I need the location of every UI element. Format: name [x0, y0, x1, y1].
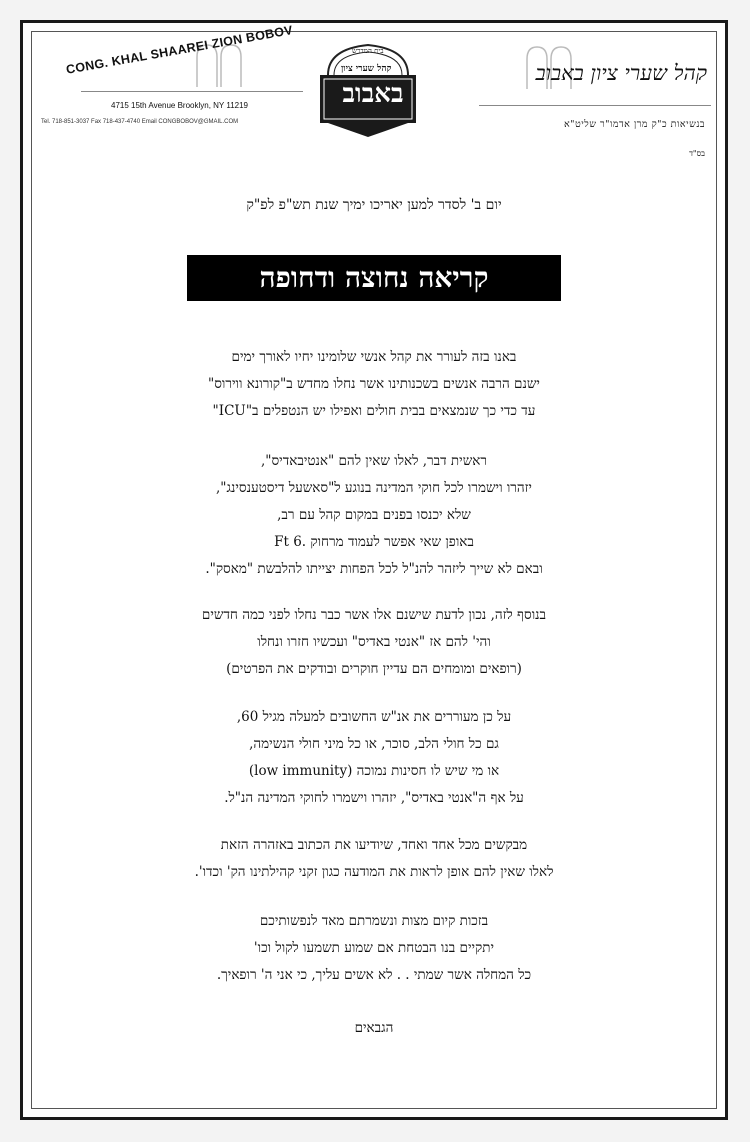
hebrew-org-name: קהל שערי ציון באבוב	[535, 61, 707, 85]
letterhead	[23, 23, 725, 133]
body-line: והי' להם אז "אנטי באדיס" ועכשיו חזרו ונחלו	[257, 634, 491, 650]
logo-top-text: בית המדרש	[352, 47, 384, 55]
logo-mid-text: קהל שערי ציון	[341, 64, 392, 74]
divider	[81, 91, 303, 92]
body-line: בזכות קיום מצות ונשמרתם מאד לנפשותיכם	[259, 913, 489, 929]
hebrew-subtitle: בנשיאות כ"ק מרן אדמו"ר שליט"א	[563, 119, 705, 130]
date-line: יום ב' לסדר למען יאריכו ימיך שנת תש"פ לפ"ק	[246, 197, 502, 213]
address: 4715 15th Avenue Brooklyn, NY 11219	[111, 101, 248, 110]
logo-main-text: באבוב	[342, 79, 404, 109]
signature: הגבאים	[354, 1020, 394, 1036]
body-line: ישנם הרבה אנשים בשכנותינו אשר נחלו מחדש ב"קורונא ווירוס"	[208, 376, 540, 392]
letterhead-english	[41, 23, 294, 133]
body-line: ראשית דבר, לאלו שאין להם "אנטיבאדיס",	[261, 453, 487, 469]
english-org-name: CONG. KHAL SHAAREI ZION BOBOV	[65, 23, 294, 77]
letterhead-hebrew	[461, 45, 711, 135]
body-line: לאלו שאין להם אופן לראות את המודעה כגון זקני קהילתינו הק' וכדו'.	[194, 864, 554, 880]
headline: קריאה נחוצה ודחופה	[187, 255, 561, 301]
body-line: עד כדי כך שנמצאים בבית חולים ואפילו יש הנטפלים ב"ICU"	[212, 403, 536, 419]
body-line: מבקשים מכל אחד ואחד, שיודיעו את הכתוב באזהרה הזאת	[220, 837, 528, 853]
page-frame	[20, 20, 728, 1120]
body-line: (רופאים ומומחים הם עדיין חוקרים ובודקים את הפרטים)	[226, 661, 522, 677]
contact-info: Tel. 718-851-3037 Fax 718-437-4740 Email CONGBOBOV@GMAIL.COM	[41, 119, 239, 125]
body-line: ובאם לא שייך ליזהר להנ"ל לכל הפחות יצייתו להלבשת "מאסק".	[205, 561, 543, 577]
body-line: יזהרו וישמרו לכל חוקי המדינה בנוגע ל"סאשעל דיסטענסינג",	[216, 480, 532, 496]
body-line: באופן שאי אפשר לעמוד מרחוק .6 Ft	[274, 534, 474, 550]
body-line: גם כל חולי הלב, סוכר, או כל מיני חולי הנשימה,	[249, 736, 499, 752]
body-line: שלא יכנסו בפנים במקום קהל עם רב,	[277, 507, 471, 523]
body-line: בנוסף לזה, נכון לדעת שישנם אלו אשר כבר נחלו לפני כמה חדשים	[201, 607, 547, 623]
body-line: יתקיים בנו הבטחת אם שמוע תשמעו לקול וכו'	[253, 940, 495, 956]
body-line: או מי שיש לו חסינות נמוכה (low immunity)	[248, 763, 500, 779]
body-line: על אף ה"אנטי באדיס", יזהרו וישמרו לחוקי המדינה הנ"ל.	[224, 790, 524, 806]
body-line: על כן מעוררים את אנ"ש החשובים למעלה מגיל 60,	[236, 709, 512, 725]
divider	[479, 105, 711, 106]
body-line: כל המחלה אשר שמתי . . לא אשים עליך, כי אני ה' רופאיך.	[216, 967, 532, 983]
bsd-mark: בס"ד	[689, 149, 705, 158]
body-line: באנו בזה לעורר את קהל אנשי שלומינו יחיו לאורך ימים	[231, 349, 517, 365]
